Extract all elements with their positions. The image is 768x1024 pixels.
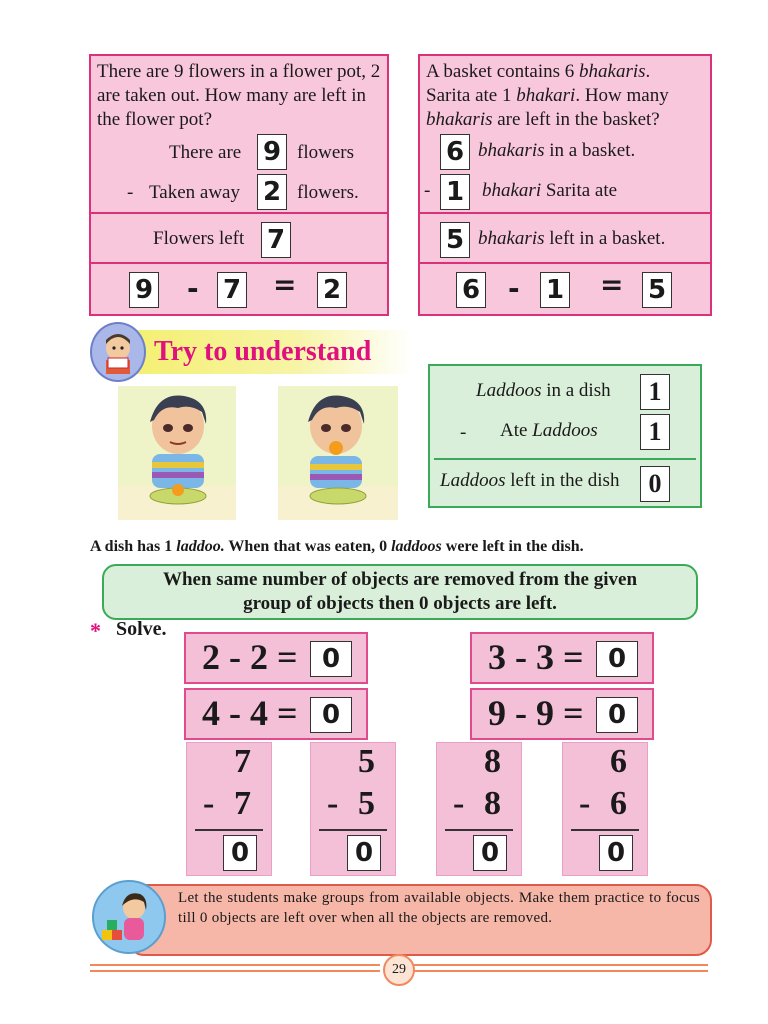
laddoo-row1-end: in a dish	[541, 380, 611, 401]
divider	[91, 212, 387, 214]
footer-line	[414, 970, 708, 972]
bhakari-row2-italic: bhakari	[482, 180, 542, 201]
dish-sentence-part1: A dish has 1	[90, 538, 177, 555]
column-answer-box[interactable]: 0	[599, 835, 633, 871]
column-subtrahend: 7	[234, 785, 251, 822]
column-top-number: 8	[484, 743, 501, 780]
equation-answer-box[interactable]: 0	[596, 641, 638, 677]
bhakari-row3-end: left in a basket.	[544, 228, 666, 249]
laddoo-row3-box: 0	[640, 466, 670, 502]
laddoo-table-box	[428, 364, 702, 508]
column-line	[571, 829, 639, 831]
laddoo-row1-italic: Laddoos	[476, 380, 542, 401]
column-subtrahend: 5	[358, 785, 375, 822]
equation-lhs: 2 - 2 =	[202, 637, 298, 677]
column-top-number: 7	[234, 743, 251, 780]
bhakari-eq-op: -	[508, 272, 520, 305]
equation-lhs: 9 - 9 =	[488, 693, 584, 733]
flowers-eq-equals: =	[273, 268, 297, 301]
column-minus: -	[327, 785, 339, 822]
flowers-row1-box: 9	[257, 134, 287, 170]
laddoo-row2-italic: Laddoos	[532, 420, 598, 441]
girl-with-blocks-icon	[92, 880, 166, 954]
equation-answer-box[interactable]: 0	[310, 641, 352, 677]
column-answer-box[interactable]: 0	[347, 835, 381, 871]
bhakari-eq-equals: =	[600, 268, 624, 301]
flowers-row1-label: There are	[169, 142, 242, 163]
bhakari-row3-italic: bhakaris	[478, 228, 545, 249]
column-line	[195, 829, 263, 831]
flowers-eq-op: -	[187, 272, 199, 305]
flowers-row3-box: 7	[261, 222, 291, 258]
dish-sentence	[90, 538, 584, 556]
bhakari-q3-italic: bhakaris	[426, 109, 493, 130]
teacher-note-text: Let the students make groups from available objects. Make them practice to focus till 0 objects are left over when all the objects are removed.	[178, 890, 700, 926]
dish-sentence-part3: were left in the dish.	[441, 538, 584, 555]
solve-star-icon: *	[90, 618, 101, 643]
laddoo-row1-text	[476, 380, 611, 402]
bhakari-row2-text	[482, 180, 617, 202]
bhakari-q2-end: . How many	[575, 85, 669, 106]
equation-card	[470, 688, 654, 740]
dish-sentence-part2: When that was eaten, 0	[224, 538, 392, 555]
equation-answer-box[interactable]: 0	[596, 697, 638, 733]
flowers-row3-label: Flowers left	[153, 228, 245, 249]
bhakari-problem-box	[418, 54, 712, 316]
column-subtraction-card	[186, 742, 272, 876]
bhakari-row1-text	[478, 140, 635, 162]
page-number: 29	[383, 954, 415, 986]
column-minus: -	[579, 785, 591, 822]
laddoo-row2-text	[500, 420, 598, 442]
bhakari-row3-box: 5	[440, 222, 470, 258]
flowers-row2-suffix: flowers.	[297, 182, 359, 203]
footer-line	[414, 964, 708, 966]
column-subtrahend: 8	[484, 785, 501, 822]
bhakari-row1-end: in a basket.	[544, 140, 636, 161]
equation-lhs: 4 - 4 =	[202, 693, 298, 733]
column-minus: -	[203, 785, 215, 822]
bhakari-row1-box: 6	[440, 134, 470, 170]
column-top-number: 5	[358, 743, 375, 780]
laddoo-row3-italic: Laddoos	[440, 470, 506, 491]
flowers-question: There are 9 flowers in a flower pot, 2 are taken out. How many are left in the flower pot?	[97, 61, 381, 130]
bhakari-q3-end: are left in the basket?	[492, 109, 660, 130]
footer-line	[90, 970, 380, 972]
flowers-problem-box	[89, 54, 389, 316]
laddoo-row3-end: left in the dish	[505, 470, 620, 491]
column-subtraction-card	[436, 742, 522, 876]
bhakari-question: A basket contains 6 bhakaris. Sarita ate 1 bhakari. How many bhakaris are left in the basket?	[426, 61, 669, 130]
divider	[434, 458, 696, 460]
dish-sentence-italic1: laddoo.	[176, 538, 225, 555]
laddoo-row2-box: 1	[640, 414, 670, 450]
solve-label: Solve.	[116, 618, 167, 640]
flowers-eq-c: 2	[317, 272, 347, 308]
column-answer-box[interactable]: 0	[223, 835, 257, 871]
equation-card	[470, 632, 654, 684]
rule-line2: group of objects then 0 objects are left.	[243, 593, 557, 614]
bhakari-eq-a: 6	[456, 272, 486, 308]
bhakari-row1-italic: bhakaris	[478, 140, 545, 161]
column-subtraction-card	[310, 742, 396, 876]
bhakari-row2-op: -	[424, 180, 431, 201]
equation-card	[184, 688, 368, 740]
laddoo-row3-text	[440, 470, 619, 492]
try-heading: Try to understand	[154, 336, 372, 367]
flowers-row2-label: Taken away	[149, 182, 240, 203]
column-answer-box[interactable]: 0	[473, 835, 507, 871]
bhakari-q1: A basket contains 6	[426, 61, 580, 82]
laddoo-row2-op: -	[460, 422, 467, 443]
divider	[420, 262, 710, 264]
bhakari-eq-b: 1	[540, 272, 570, 308]
bhakari-row2-end: Sarita ate	[541, 180, 618, 201]
bhakari-row2-box: 1	[440, 174, 470, 210]
equation-card	[184, 632, 368, 684]
divider	[420, 212, 710, 214]
rule-box	[102, 564, 698, 620]
column-top-number: 6	[610, 743, 627, 780]
boy-with-laddoo-image	[118, 386, 236, 520]
dish-sentence-italic2: laddoos	[391, 538, 442, 555]
column-subtraction-card	[562, 742, 648, 876]
reading-boy-avatar-icon	[90, 322, 146, 382]
flowers-eq-b: 7	[217, 272, 247, 308]
boy-eating-laddoo-image	[278, 386, 398, 520]
laddoo-row2-pre: Ate	[500, 420, 533, 441]
equation-answer-box[interactable]: 0	[310, 697, 352, 733]
column-line	[319, 829, 387, 831]
flowers-row2-box: 2	[257, 174, 287, 210]
rule-line1: When same number of objects are removed from the given	[162, 569, 638, 590]
bhakari-q2-italic: bhakari	[516, 85, 576, 106]
flowers-eq-a: 9	[129, 272, 159, 308]
bhakari-q1-italic: bhakaris	[579, 61, 646, 82]
column-minus: -	[453, 785, 465, 822]
column-subtrahend: 6	[610, 785, 627, 822]
flowers-row1-suffix: flowers	[297, 142, 354, 163]
bhakari-q2: Sarita ate 1	[426, 85, 517, 106]
divider	[91, 262, 387, 264]
footer-line	[90, 964, 380, 966]
bhakari-row3-text	[478, 228, 665, 250]
bhakari-eq-c: 5	[642, 272, 672, 308]
column-line	[445, 829, 513, 831]
laddoo-row1-box: 1	[640, 374, 670, 410]
flowers-row2-op: -	[127, 182, 134, 203]
equation-lhs: 3 - 3 =	[488, 637, 584, 677]
